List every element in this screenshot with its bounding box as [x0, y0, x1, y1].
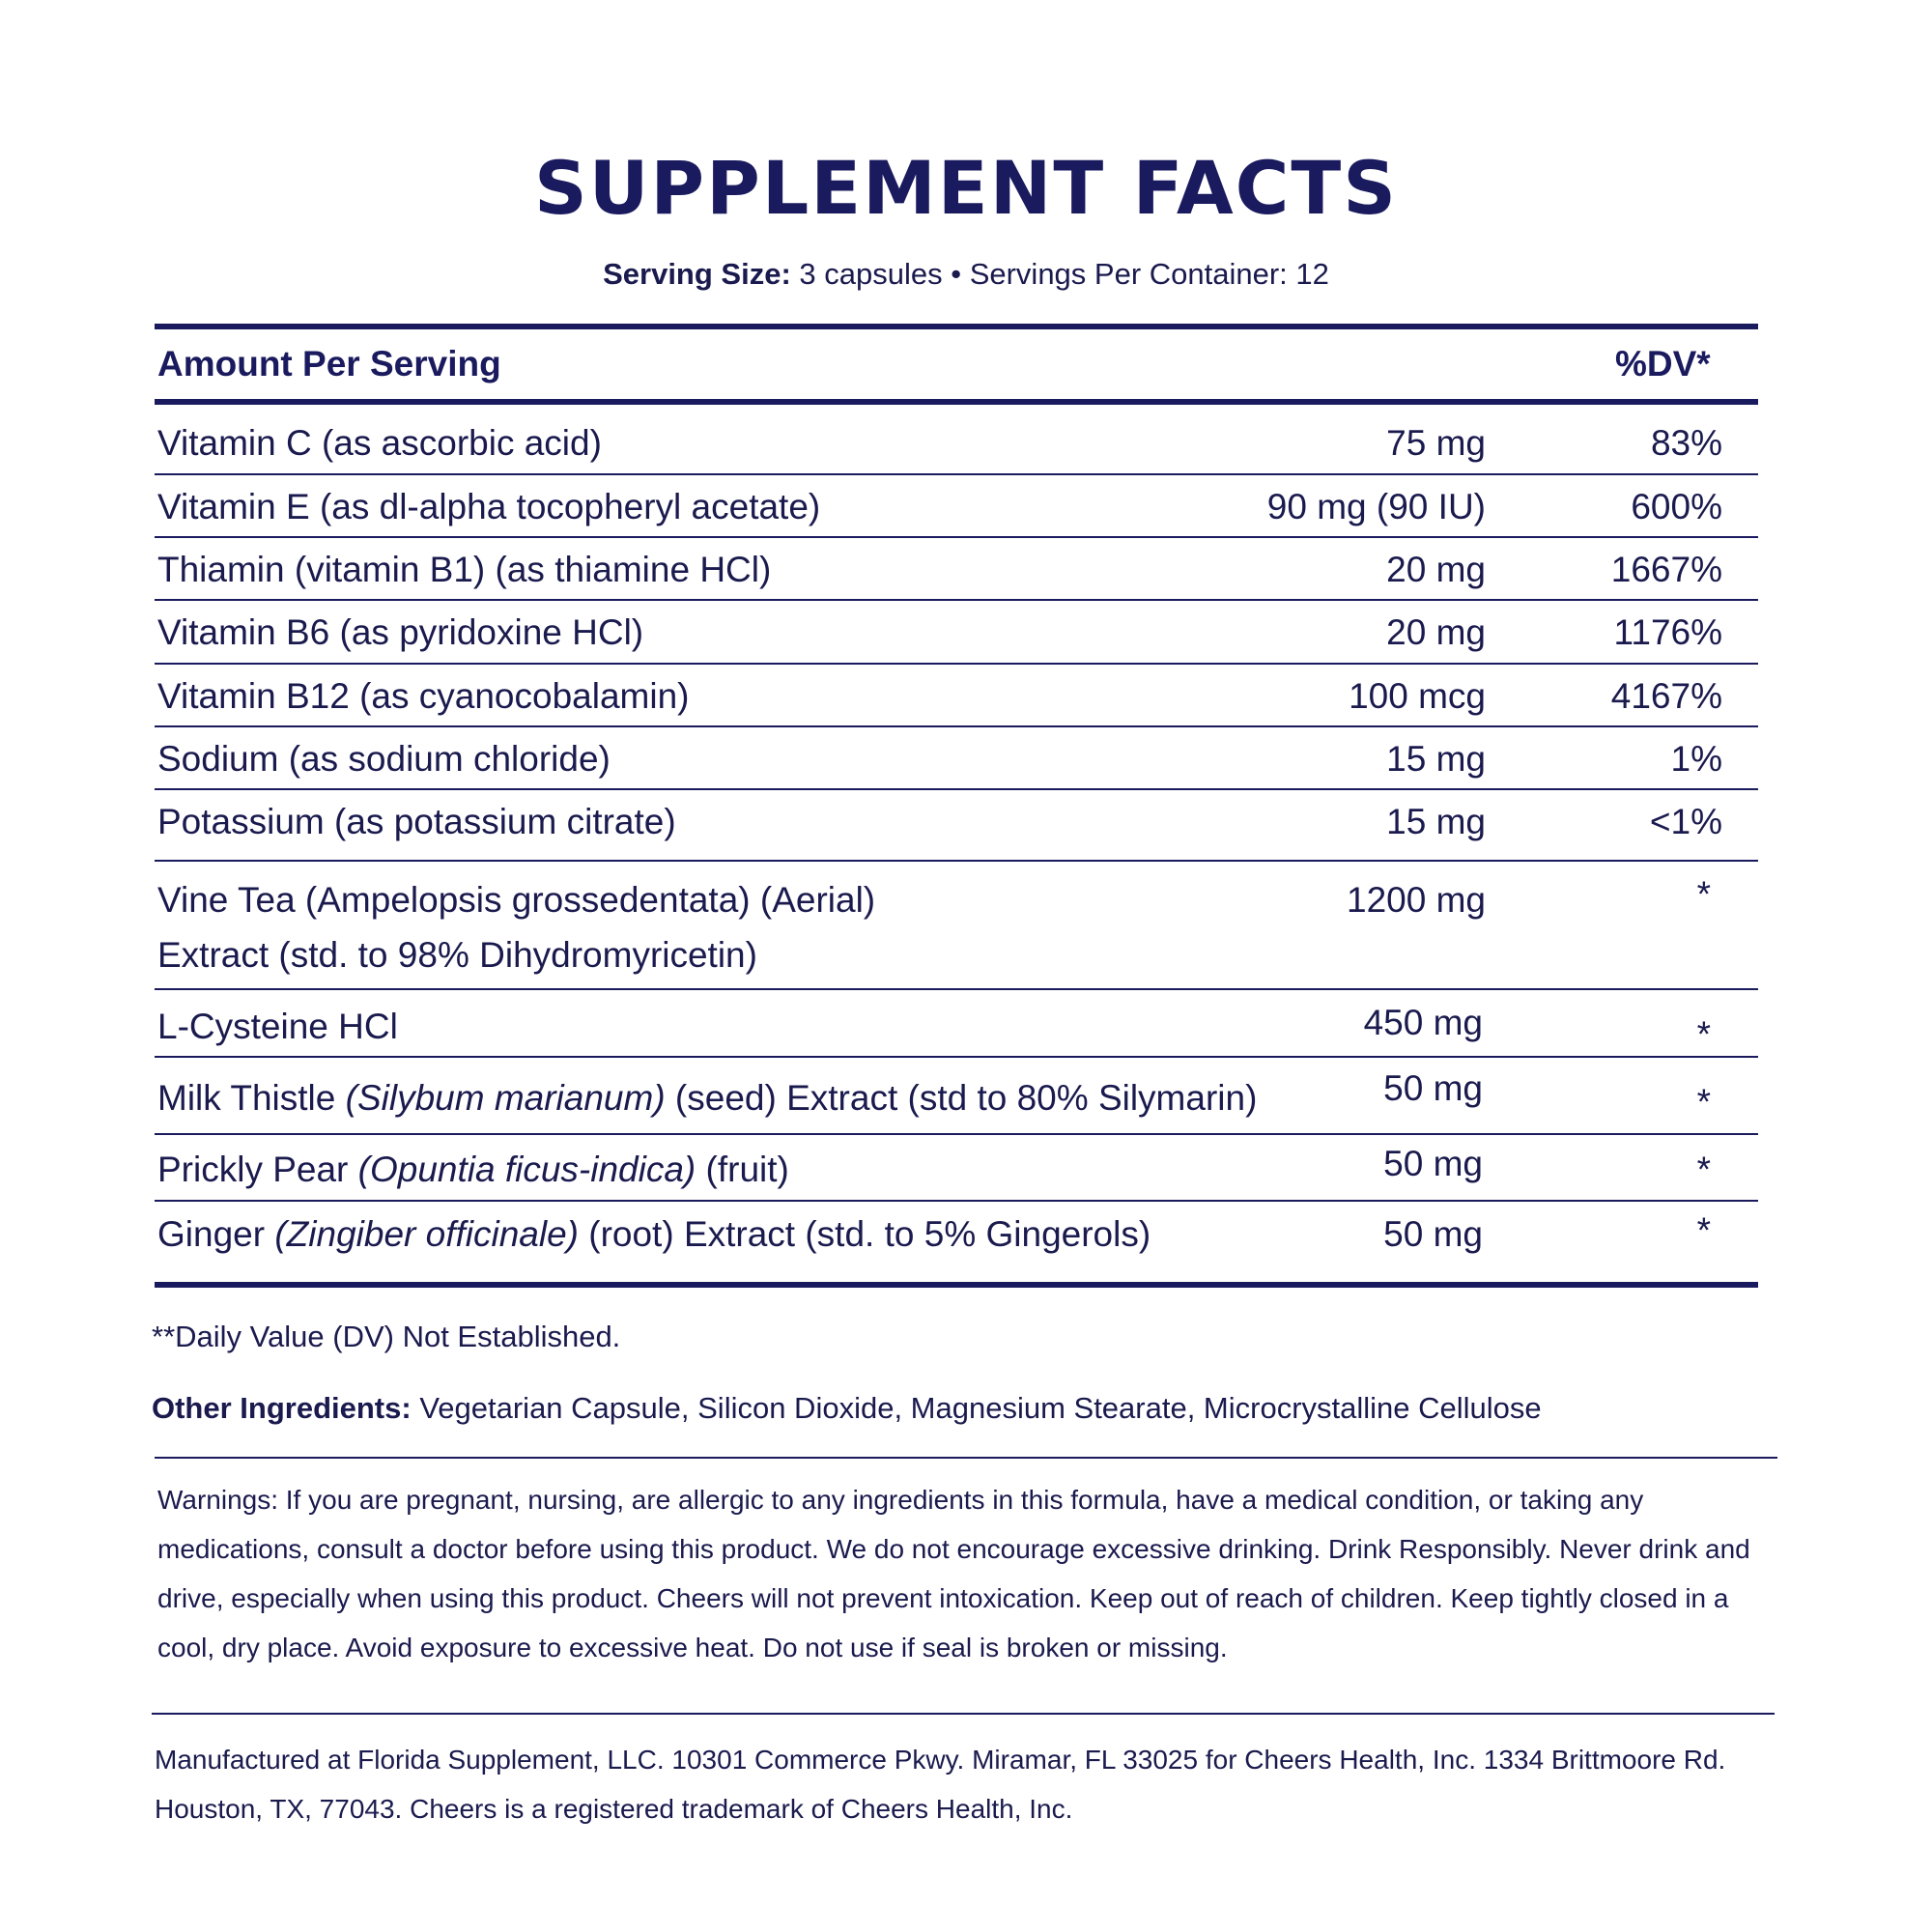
- row-divider: [155, 1133, 1758, 1135]
- row-divider: [155, 536, 1758, 538]
- ingredient-amount: 100 mcg: [1349, 676, 1486, 716]
- serving-info: [0, 257, 1932, 292]
- ingredient-common-name: Milk Thistle: [157, 1078, 346, 1118]
- ingredient-latin-name: (Zingiber officinale): [274, 1214, 579, 1254]
- row-divider: [155, 663, 1758, 665]
- header-bottom-rule: [155, 399, 1758, 405]
- ingredient-amount: 75 mg: [1386, 423, 1486, 463]
- row-divider: [155, 860, 1758, 862]
- serving-size-value: 3 capsules • Servings Per Container: 12: [799, 257, 1329, 291]
- ingredient-amount: 90 mg (90 IU): [1266, 487, 1486, 526]
- ingredient-amount: 1200 mg: [1347, 880, 1486, 920]
- table-top-rule: [155, 324, 1758, 329]
- row-divider: [155, 788, 1758, 790]
- ingredient-latin-name: (Silybum marianum): [345, 1078, 666, 1118]
- ingredient-amount: 20 mg: [1386, 612, 1486, 652]
- ingredient-dv: *: [1696, 1150, 1711, 1189]
- ingredient-name: L-Cysteine HCl: [157, 1007, 398, 1046]
- ingredient-dv: 83%: [1650, 423, 1722, 463]
- row-divider: [155, 1200, 1758, 1202]
- ingredient-dv: *: [1696, 1210, 1711, 1250]
- ingredient-name: [157, 1207, 1151, 1263]
- amount-per-serving-header: Amount Per Serving: [157, 344, 501, 384]
- ingredient-name-line2: Extract (std. to 98% Dihydromyricetin): [157, 935, 757, 975]
- serving-size-label: Serving Size:: [603, 257, 791, 291]
- page-title: SUPPLEMENT FACTS: [533, 145, 1398, 231]
- row-divider: [155, 988, 1758, 990]
- row-divider: [155, 599, 1758, 601]
- row-divider: [155, 473, 1758, 475]
- ingredient-name: [157, 1070, 1257, 1126]
- ingredient-dv: 1667%: [1610, 550, 1722, 589]
- manufacturer-text: Manufactured at Florida Supplement, LLC. 10301 Commerce Pkwy. Miramar, FL 33025 for Cheers Health, Inc. 1334 Brittmoore Rd. Houston, TX, 77043. Cheers is a registered trademark of Cheers Health, Inc.: [155, 1745, 1726, 1824]
- ingredient-part: (root) Extract (std. to 5% Gingerols): [578, 1214, 1151, 1254]
- other-ingredients-label: Other Ingredients:: [152, 1391, 412, 1425]
- ingredient-name: Vitamin B12 (as cyanocobalamin): [157, 676, 690, 716]
- ingredient-common-name: Ginger: [157, 1214, 275, 1254]
- row-divider: [155, 1056, 1758, 1058]
- other-ingredients: [152, 1391, 1542, 1426]
- ingredient-amount: 50 mg: [1383, 1068, 1483, 1108]
- ingredient-amount: 20 mg: [1386, 550, 1486, 589]
- ingredient-name: Vitamin C (as ascorbic acid): [157, 423, 602, 463]
- warnings-text: Warnings: If you are pregnant, nursing, are allergic to any ingredients in this formula, have a medical condition, or taking any medications, consult a doctor before using this product. We do not encourage excessive drinking. Drink Responsibly. Never drink and drive, especially when using this product. Cheers will not prevent intoxication. Keep out of reach of children. Keep tightly closed in a cool, dry place. Avoid exposure to excessive heat. Do not use if seal is broken or missing.: [157, 1485, 1750, 1662]
- warnings-top-rule: [155, 1457, 1777, 1459]
- ingredient-dv: 1%: [1670, 739, 1722, 779]
- ingredient-latin-name: (Opuntia ficus-indica): [357, 1150, 696, 1189]
- ingredient-dv: 600%: [1631, 487, 1722, 526]
- other-ingredients-value: Vegetarian Capsule, Silicon Dioxide, Magnesium Stearate, Microcrystalline Cellulose: [411, 1391, 1542, 1425]
- ingredient-dv: 4167%: [1610, 676, 1722, 716]
- ingredient-name: Thiamin (vitamin B1) (as thiamine HCl): [157, 550, 772, 589]
- ingredient-name: Potassium (as potassium citrate): [157, 802, 676, 841]
- ingredient-name-line1: Vine Tea (Ampelopsis grossedentata) (Aerial): [157, 880, 876, 920]
- row-divider: [155, 725, 1758, 727]
- ingredient-part: (fruit): [696, 1150, 789, 1189]
- ingredient-name: [157, 872, 875, 982]
- ingredient-name: Sodium (as sodium chloride): [157, 739, 611, 779]
- ingredient-part: (seed) Extract (std to 80% Silymarin): [665, 1078, 1258, 1118]
- dv-header: %DV*: [1615, 344, 1711, 384]
- dv-footnote: **Daily Value (DV) Not Established.: [152, 1320, 621, 1353]
- manufacturer-top-rule: [152, 1713, 1775, 1715]
- ingredient-amount: 15 mg: [1386, 802, 1486, 841]
- ingredient-dv: *: [1696, 1082, 1711, 1122]
- ingredient-common-name: Prickly Pear: [157, 1150, 358, 1189]
- ingredient-dv: 1176%: [1613, 612, 1722, 652]
- ingredient-name: Vitamin E (as dl-alpha tocopheryl acetate): [157, 487, 821, 526]
- ingredient-dv: *: [1696, 874, 1711, 914]
- ingredient-amount: 50 mg: [1383, 1144, 1483, 1183]
- ingredient-amount: 450 mg: [1363, 1003, 1483, 1042]
- ingredient-amount: 15 mg: [1386, 739, 1486, 779]
- ingredient-dv: <1%: [1649, 802, 1722, 841]
- ingredient-dv: *: [1696, 1014, 1711, 1054]
- ingredient-name: [157, 1142, 789, 1198]
- ingredient-name: Vitamin B6 (as pyridoxine HCl): [157, 612, 644, 652]
- table-bottom-rule: [155, 1282, 1758, 1288]
- ingredient-amount: 50 mg: [1383, 1214, 1483, 1254]
